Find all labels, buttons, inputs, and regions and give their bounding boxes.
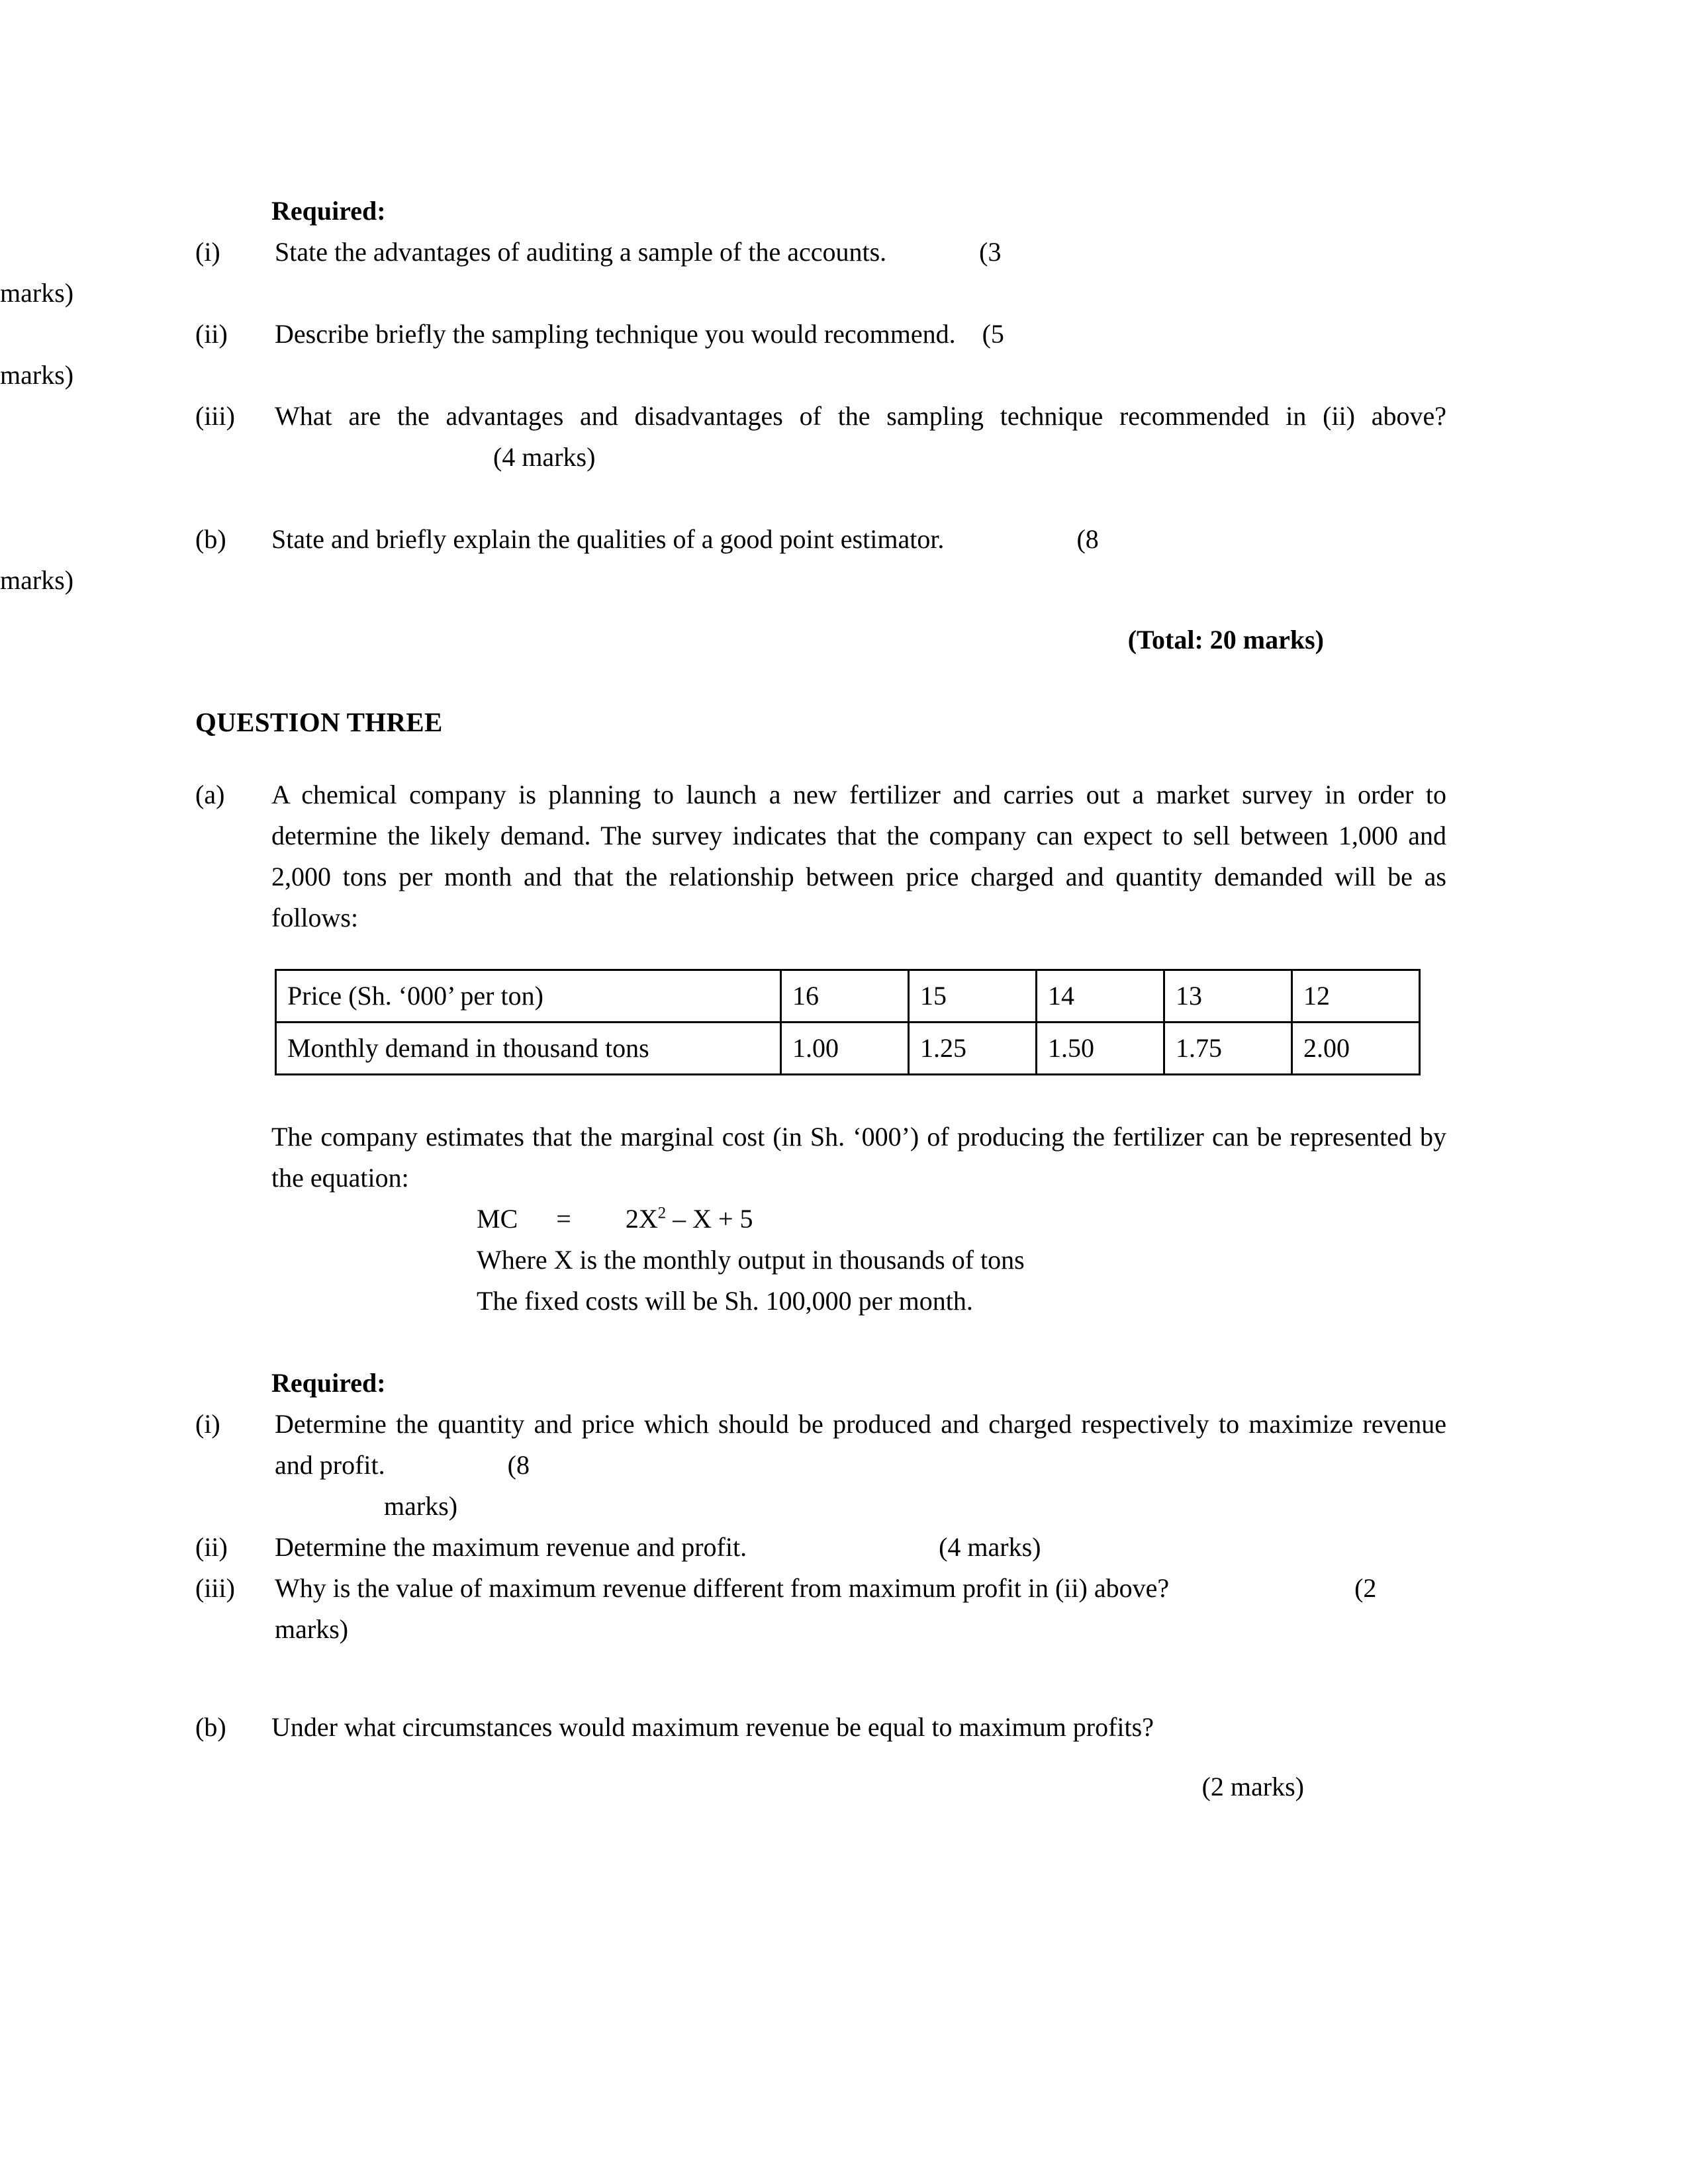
- q3-item-iii-marker: (iii): [195, 1572, 235, 1603]
- q3-part-b: [0, 1707, 1446, 1748]
- q2-item-ii-marks: (5: [982, 319, 1004, 349]
- table-row: [276, 970, 1420, 1022]
- q3-item-ii-marker: (ii): [195, 1531, 228, 1562]
- q3-item-i-marks: (8: [507, 1449, 530, 1480]
- q3-item-i-marker: (i): [195, 1408, 220, 1439]
- q2-part-b-marks-wrap: marks): [0, 565, 74, 595]
- q3-item-iii: [195, 1568, 1446, 1650]
- mc-equation-note-1: Where X is the monthly output in thousands of tons: [477, 1244, 1025, 1275]
- price-demand-table: [275, 969, 1421, 1075]
- q2-part-b-marks: (8: [1076, 524, 1099, 554]
- mc-equation-exponent: 2: [657, 1204, 667, 1222]
- q3-item-ii-text: [275, 1527, 1446, 1568]
- q2-item-i-marks-wrap: marks): [0, 278, 74, 308]
- q2-item-iii-text: [275, 396, 1446, 478]
- q2-part-b-marker: (b): [195, 524, 226, 554]
- q2-item-ii-marker: (ii): [195, 319, 228, 349]
- demand-row-label: Monthly demand in thousand tons: [276, 1022, 781, 1074]
- demand-table-wrapper: [195, 969, 1446, 1075]
- q3-marginal-cost-para: The company estimates that the marginal cost (in Sh. ‘000’) of producing the fertilizer can be represented by the equation:: [271, 1121, 1446, 1193]
- q3-item-ii-body: Determine the maximum revenue and profit.: [275, 1531, 747, 1562]
- mc-equation-note-2: The fixed costs will be Sh. 100,000 per month.: [477, 1285, 973, 1316]
- q2-item-iii-marks: (4 marks): [493, 442, 596, 472]
- q2-part-b-text: [271, 519, 1446, 560]
- price-cell-4: 13: [1164, 970, 1292, 1022]
- q2-item-i-marker: (i): [195, 237, 220, 267]
- price-row-label: Price (Sh. ‘000’ per ton): [276, 970, 781, 1022]
- q3-part-b-marker: (b): [195, 1711, 226, 1742]
- q3-item-i-text: [275, 1404, 1446, 1486]
- mc-equation-rhs-rest: – X + 5: [666, 1203, 753, 1234]
- q3-part-a-marker: (a): [195, 779, 225, 809]
- q3-heading: QUESTION THREE: [195, 707, 443, 737]
- q3-item-i-body: Determine the quantity and price which should be produced and charged respectively to maximize revenue and profit.: [275, 1408, 1446, 1480]
- q2-part-b: [0, 519, 1446, 560]
- q2-item-iii: [195, 396, 1446, 478]
- q2-item-i-body: State the advantages of auditing a sample of the accounts.: [275, 237, 887, 267]
- q3-item-iii-body: Why is the value of maximum revenue different from maximum profit in (ii) above?: [275, 1572, 1170, 1603]
- q2-item-i: [195, 232, 1446, 273]
- q2-part-b-body: State and briefly explain the qualities of a good point estimator.: [271, 524, 945, 554]
- page-content: [0, 191, 1446, 1807]
- demand-cell-5: 2.00: [1292, 1022, 1420, 1074]
- q3-item-iii-marks: (2 marks): [275, 1572, 1377, 1644]
- q2-item-i-text: [275, 232, 1446, 273]
- q3-item-i-marks-wrap: marks): [384, 1490, 458, 1521]
- q2-item-ii-body: Describe briefly the sampling technique you would recommend.: [275, 319, 956, 349]
- demand-cell-1: 1.00: [781, 1022, 909, 1074]
- demand-cell-2: 1.25: [909, 1022, 1037, 1074]
- q3-item-ii: [195, 1527, 1446, 1568]
- q3-item-i: [195, 1404, 1446, 1486]
- q2-item-iii-marker: (iii): [195, 401, 235, 431]
- q2-item-iii-body: What are the advantages and disadvantages of the sampling technique recommended in (ii) above?: [275, 401, 1446, 431]
- mc-equation-operator: =: [556, 1203, 571, 1234]
- mc-equation: [271, 1199, 1446, 1240]
- q2-item-ii-marks-wrap: marks): [0, 360, 74, 390]
- q2-required-heading: Required:: [271, 196, 386, 226]
- price-cell-1: 16: [781, 970, 909, 1022]
- table-row: [276, 1022, 1420, 1074]
- q3-part-a-text: A chemical company is planning to launch a new fertilizer and carries out a market survey in order to determine the likely demand. The survey indicates that the company can expect to sell between 1,000 and 2,000 tons per month and that the relationship between price charged and quantity demanded will be as follows:: [271, 779, 1446, 933]
- q2-item-i-marks: (3: [979, 237, 1002, 267]
- q2-total-marks: (Total: 20 marks): [1127, 625, 1324, 655]
- mc-equation-lhs: MC: [477, 1203, 518, 1234]
- q2-item-ii-text: [275, 314, 1446, 355]
- price-cell-3: 14: [1037, 970, 1164, 1022]
- q3-required-heading: Required:: [271, 1367, 386, 1398]
- q3-item-iii-text: [275, 1568, 1446, 1650]
- q2-item-ii: [195, 314, 1446, 355]
- demand-cell-4: 1.75: [1164, 1022, 1292, 1074]
- q3-equation-block: [195, 1199, 1446, 1322]
- demand-cell-3: 1.50: [1037, 1022, 1164, 1074]
- q3-part-a: [0, 774, 1446, 938]
- price-cell-5: 12: [1292, 970, 1420, 1022]
- q3-part-b-text: Under what circumstances would maximum revenue be equal to maximum profits?: [271, 1711, 1154, 1742]
- mc-equation-rhs-base: 2X: [625, 1203, 658, 1234]
- price-cell-2: 15: [909, 970, 1037, 1022]
- q3-item-ii-marks: (4 marks): [939, 1531, 1041, 1562]
- q3-part-b-marks: (2 marks): [1201, 1771, 1304, 1801]
